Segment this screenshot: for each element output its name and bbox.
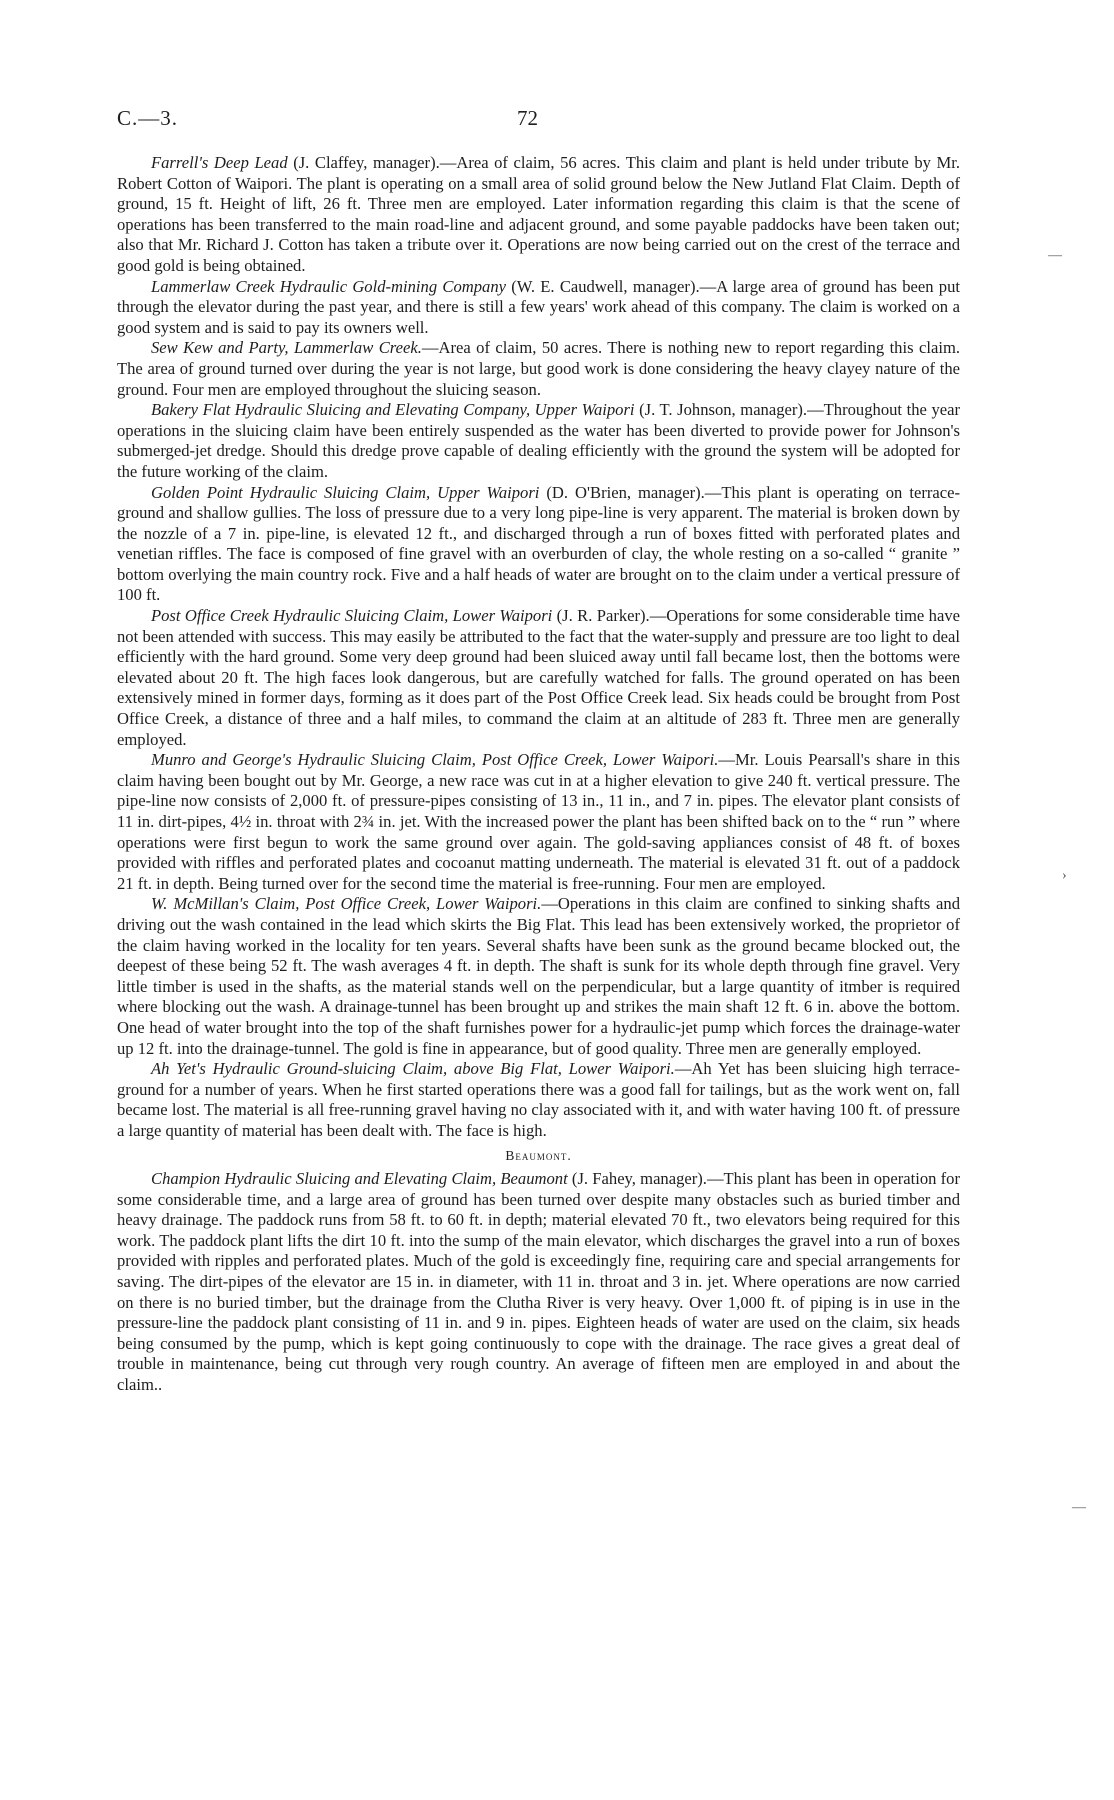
claim-name: Champion Hydraulic Sluicing and Elevating Claim, Beaumont (151, 1169, 568, 1189)
claim-name: W. McMillan's Claim, Post Office Creek, Lower Waipori. (151, 894, 542, 914)
report-reference: C.—3. (117, 106, 179, 130)
margin-tick-mark: › (1062, 868, 1067, 883)
claim-name: Post Office Creek Hydraulic Sluicing Claim, Lower Waipori (151, 606, 553, 626)
section-heading-beaumont: Beaumont. (505, 1147, 572, 1163)
claim-text: —Mr. Louis Pearsall's share in this claim having been bought out by Mr. George, a new race was cut in at a higher elevation to give 240 ft. vertical pressure. The pipe-line now consists of 2,000 ft. of pressure-pipes consisting of 13 in., 11 in., and 7 in. pipes. The elevator plant consists of 11 in. dirt-pipes, 4½ in. throat with 2¾ in. jet. With the increased power the plant has been shifted back on to the “ run ” where operations were first begun to work the same ground over again. The gold-saving appliances consist of 48 ft. of boxes provided with riffles and perforated plates and cocoanut matting underneath. The material is elevated 31 ft. out of a paddock 21 ft. in depth. Being turned over for the second time the material is free-running. Four men are employed. (117, 750, 960, 893)
claim-paragraph-farrells-deep-lead (117, 153, 960, 277)
claim-text: (W. E. Caudwell, manager).—A large area of ground has been put through the elevator during the past year, and there is still a few years' work ahead of this company. The claim is worked on a good system and is said to pay its owners well. (117, 276, 960, 337)
claim-paragraph-lammerlaw-creek-company (117, 277, 960, 339)
page-number: 72 (517, 106, 538, 130)
claim-text: (J. Claffey, manager).—Area of claim, 56 acres. This claim and plant is held under tribute by Mr. Robert Cotton of Waipori. The plant is operating on a small area of solid ground below the New Jutland Flat Claim. Depth of ground, 15 ft. Height of lift, 26 ft. Three men are employed. Later information regarding this claim is that the scene of operations has been transferred to the main road-line and adjacent ground, and some payable paddocks have been taken out; also that Mr. Richard J. Cotton has taken a tribute over it. Operations are now being carried out on the crest of the terrace and good gold is being obtained. (117, 153, 960, 275)
claim-paragraph-ah-yet (117, 1059, 960, 1141)
claim-name: Golden Point Hydraulic Sluicing Claim, Upper Waipori (151, 482, 540, 502)
report-body (117, 153, 960, 1396)
claim-paragraph-sew-kew (117, 338, 960, 400)
claim-name: Bakery Flat Hydraulic Sluicing and Elevating Company, Upper Waipori (151, 400, 635, 420)
claim-text: —Area of claim, 50 acres. There is nothing new to report regarding this claim. The area of ground turned over during the year is not large, but good work is done considering the heavy clayey nature of the ground. Four men are employed throughout the sluicing season. (117, 338, 960, 399)
claim-name: Sew Kew and Party, Lammerlaw Creek. (151, 338, 422, 358)
claim-paragraph-munro-and-george (117, 750, 960, 894)
claim-text: (J. T. Johnson, manager).—Throughout the year operations in the sluicing claim have been entirely suspended as the water has been diverted to provide power for Johnson's submerged-jet dredge. Should this dredge prove capable of dealing efficiently with the ground the system will be adopted for the future working of the claim. (117, 400, 961, 481)
claim-paragraph-post-office-creek (117, 606, 960, 750)
claim-text: (J. Fahey, manager).—This plant has been in operation for some considerable time, and a large area of ground has been turned over despite many obstacles such as buried timber and heavy drainage. The paddock runs from 58 ft. to 60 ft. in depth; material elevated 70 ft., two elevators being required for this work. The paddock plant lifts the dirt 10 ft. into the sump of the main elevator, which discharges the gravel into a run of boxes provided with ripples and perforated plates. Much of the gold is exceedingly fine, requiring care and special arrangements for saving. The dirt-pipes of the elevator are 15 in. in diameter, with 11 in. throat and 3 in. jet. Where operations are now carried on there is no buried timber, but the drainage from the Clutha River is very heavy. Over 1,000 ft. of piping is in use in the pressure-line the paddock plant consisting of 11 in. and 9 in. pipes. Eighteen heads of water are used on the claim, six heads being consumed by the pump, which is kept going continuously to cope with the drainage. The race gives a great deal of trouble in maintenance, being cut through very rough country. An average of fifteen men are employed in and about the claim.. (117, 1169, 960, 1395)
margin-dash-mark: — (1048, 248, 1062, 263)
claim-name: Farrell's Deep Lead (151, 153, 288, 172)
claim-text: (D. O'Brien, manager).—This plant is operating on terrace-ground and shallow gullies. The loss of pressure due to a very long pipe-line is very apparent. The material is broken down by the nozzle of a 7 in. pipe-line, is elevated 12 ft., and discharged through a run of boxes fitted with perforated plates and venetian riffles. The face is composed of fine gravel with an overburden of clay, the whole resting on a so-called “ granite ” bottom overlying the main country rock. Five and a half heads of water are brought on to the claim under a vertical pressure of 100 ft. (117, 482, 960, 605)
claim-name: Lammerlaw Creek Hydraulic Gold-mining Company (151, 276, 506, 296)
claim-paragraph-champion (117, 1169, 960, 1396)
claim-text: (J. R. Parker).—Operations for some considerable time have not been attended with success. This may easily be attributed to the fact that the water-supply and pressure are too light to deal efficiently with the hard ground. Some very deep ground had been sluiced away until fall became lost, then the bottoms were elevated about 20 ft. The high faces look dangerous, but are carefully watched for falls. The ground operated on has been extensively mined in former days, forming as it does part of the Post Office Creek lead. Six heads could be brought from Post Office Creek, a distance of three and a half miles, to command the claim at an altitude of 283 ft. Three men are generally employed. (117, 606, 960, 749)
claim-paragraph-mcmillan (117, 894, 960, 1059)
margin-dash-mark: — (1072, 1500, 1086, 1515)
claim-paragraph-golden-point (117, 483, 960, 607)
claim-text: —Ah Yet has been sluicing high terrace-ground for a number of years. When he first started operations there was a good fall for tailings, but as the work went on, fall became lost. The material is all free-running gravel having no clay associated with it, and with water having 100 ft. of pressure a large quantity of material has been dealt with. The face is high. (117, 1059, 960, 1140)
claim-text: —Operations in this claim are confined to sinking shafts and driving out the wash contained in the lead which skirts the Big Flat. This lead has been extensively worked, the proprietor of the claim having worked in the locality for ten years. Several shafts have been sunk as the ground became blocked out, the deepest of these being 52 ft. The wash averages 4 ft. in depth. The shaft is sunk for its whole depth through fine gravel. Very little timber is used in the shafts, as the material stands well on the perpendicular, but a large quantity of itmber is required where blocking out the wash. A drainage-tunnel has been brought up and strikes the main shaft 12 ft. 6 in. above the bottom. One head of water brought into the top of the shaft furnishes power for a hydraulic-jet pump which forces the drainage-water up 12 ft. into the drainage-tunnel. The gold is fine in appearance, but of good quality. Three men are generally employed. (117, 894, 961, 1058)
claim-paragraph-bakery-flat (117, 400, 960, 482)
page-header (117, 106, 957, 136)
claim-name: Munro and George's Hydraulic Sluicing Claim, Post Office Creek, Lower Waipori. (151, 750, 719, 770)
claim-name: Ah Yet's Hydraulic Ground-sluicing Claim, above Big Flat, Lower Waipori. (151, 1059, 675, 1079)
